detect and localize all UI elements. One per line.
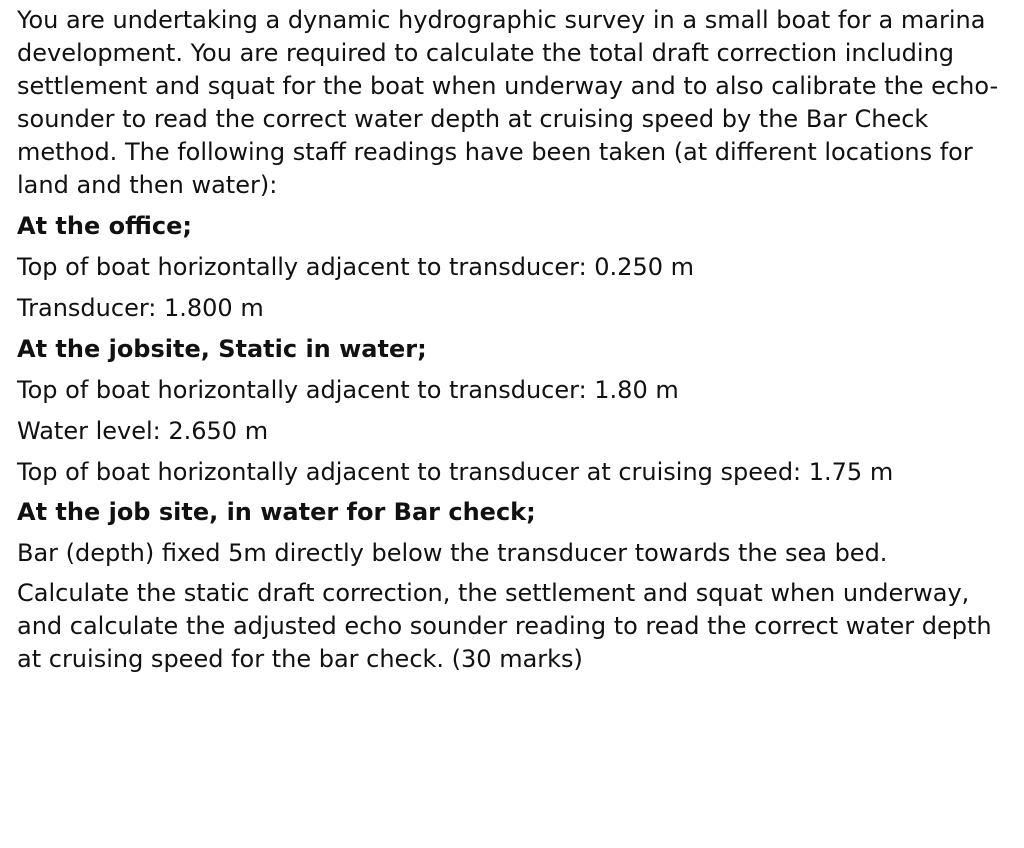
section-heading-jobsite-static: At the jobsite, Static in water; (17, 335, 427, 363)
static-top-of-boat-reading: Top of boat horizontally adjacent to transducer: 1.80 m (17, 376, 679, 404)
intro-paragraph: You are undertaking a dynamic hydrographic survey in a small boat for a marina development. You are required to calculate the total draft correction including settlement and squat for the boat when underway and to also calibrate the echo-sounder to read the correct water depth at cruising speed by the Bar Check method. The following staff readings have been taken (at different locations for land and then water): (17, 6, 999, 199)
section-office (17, 210, 1002, 325)
document-body (17, 4, 1002, 676)
section-bar-check (17, 496, 1002, 569)
section-heading-office: At the office; (17, 212, 192, 240)
section-jobsite-static (17, 333, 1002, 488)
static-water-level-reading: Water level: 2.650 m (17, 417, 269, 445)
office-transducer-reading: Transducer: 1.800 m (17, 294, 264, 322)
bar-depth-statement: Bar (depth) fixed 5m directly below the transducer towards the sea bed. (17, 539, 888, 567)
cruising-top-of-boat-reading: Top of boat horizontally adjacent to transducer at cruising speed: 1.75 m (17, 458, 894, 486)
office-top-of-boat-reading: Top of boat horizontally adjacent to transducer: 0.250 m (17, 253, 694, 281)
question-paragraph: Calculate the static draft correction, the settlement and squat when underway, and calculate the adjusted echo sounder reading to read the correct water depth at cruising speed for the bar check. (30 marks) (17, 579, 992, 673)
section-heading-bar-check: At the job site, in water for Bar check; (17, 498, 536, 526)
